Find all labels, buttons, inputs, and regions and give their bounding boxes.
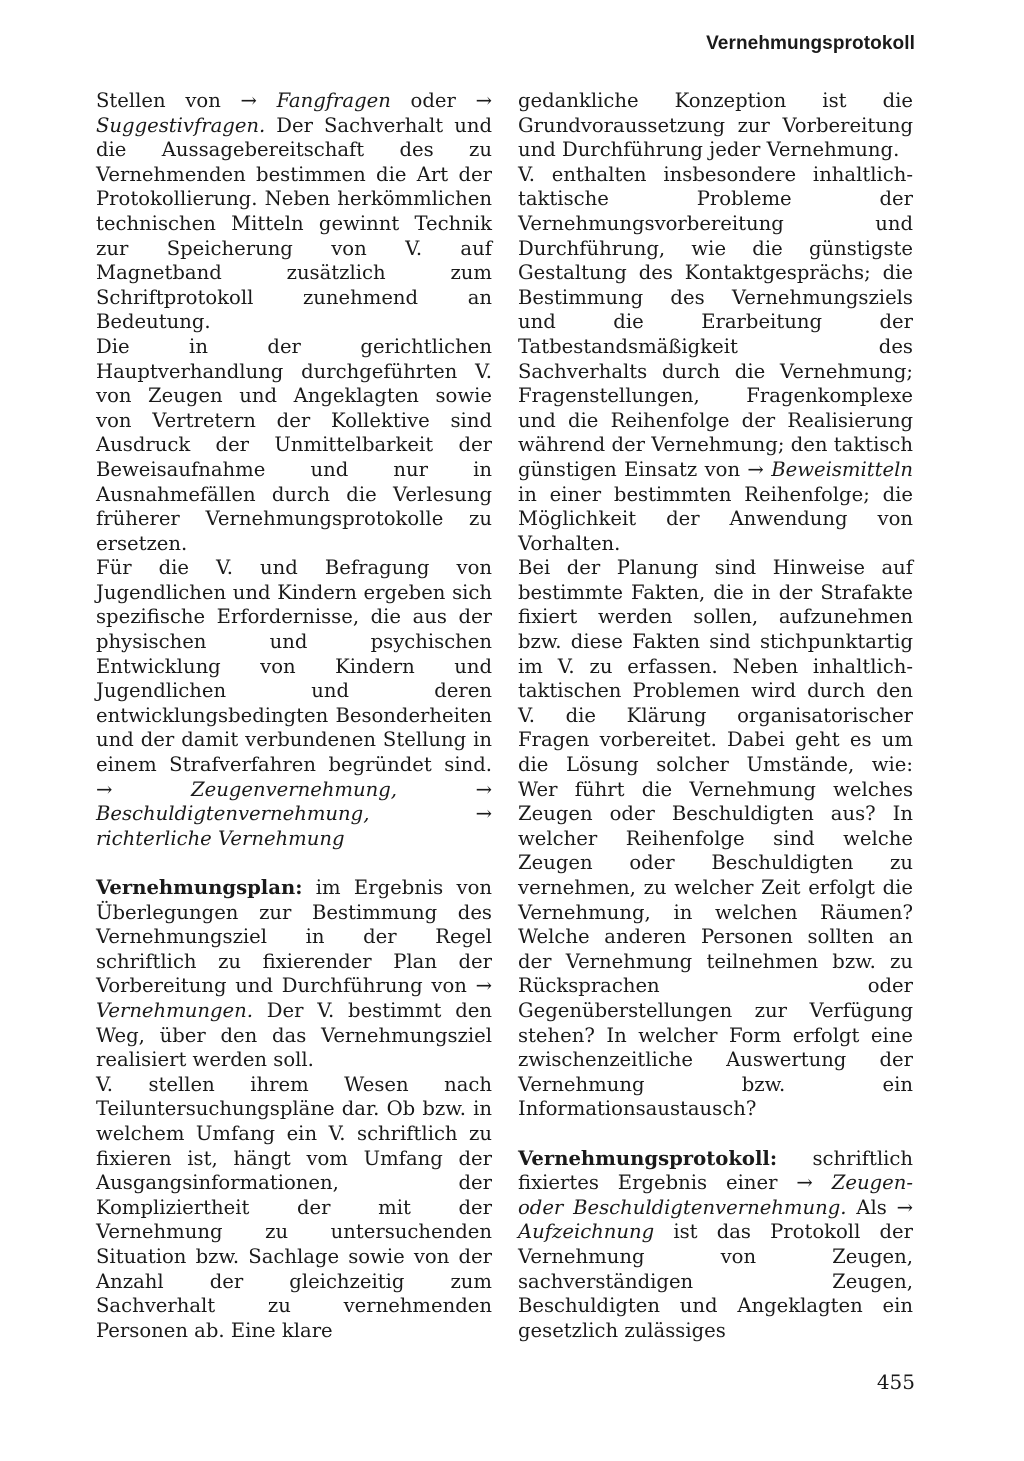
running-head: Vernehmungsprotokoll: [706, 33, 915, 54]
text: Der Sachverhalt und die Aussagebereitschaft des zu Vernehmenden bestimmen die Art der Protokollierung. Neben herkömmlichen technischen Mitteln gewinnt Technik zur Speicherung von V. auf Magnetband zusätzlich zum Schriftprotokoll zunehmend an Bedeutung.: [96, 113, 492, 334]
text: in einer bestimmten Reihenfolge; die Möglichkeit der Anwendung von Vorhalten.: [518, 482, 913, 555]
text: Der V. bestimmt den Weg, über den das Vernehmungsziel realisiert werden soll.: [96, 998, 492, 1072]
cross-reference: Fangfragen: [276, 89, 391, 112]
cross-reference: Zeugenvernehmung, → Beschuldigtenvernehmung, → richterliche Vernehmung: [96, 777, 492, 850]
paragraph: [518, 163, 913, 557]
text: V. enthalten insbesondere inhaltlich-taktische Probleme der Vernehmungsvorbereitung und Durchführung, wie die günstigste Gestaltung des Kontaktgesprächs; die Bestimmung des Vernehmungsziels und die Erarbeitung der Tatbestandsmäßigkeit des Sachverhalts durch die Vernehmung; Fragenstellungen, Fragenkomplexe und die Reihenfolge der Realisierung während der Vernehmung; den taktisch günstigen Einsatz von →: [518, 162, 913, 481]
text: oder →: [390, 89, 492, 112]
entry-term: Vernehmungsplan:: [96, 876, 303, 899]
entry-vernehmungsprotokoll: [518, 1147, 913, 1344]
cross-reference: Suggestivfragen.: [96, 113, 266, 137]
entry-term: Vernehmungsprotokoll:: [518, 1146, 778, 1170]
text: schriftlich fixiertes Ergebnis einer →: [518, 1146, 913, 1195]
paragraph: V. stellen ihrem Wesen nach Teiluntersuchungspläne dar. Ob bzw. in welchem Umfang ein V. schriftlich zu fixieren ist, hängt vom Umfang der Ausgangsinformationen, der Kompliziertheit der mit der Vernehmung zu untersuchenden Situation bzw. Sachlage sowie von der Anzahl der gleichzeitig zum Sachverhalt zu vernehmenden Personen ab. Eine klare: [96, 1072, 492, 1342]
paragraph: Die in der gerichtlichen Hauptverhandlung durchgeführten V. von Zeugen und Angeklagten sowie von Vertretern der Kollektive sind Ausdruck der Unmittelbarkeit der Beweisaufnahme und nur in Ausnahmefällen durch die Verlesung früherer Vernehmungsprotokolle zu ersetzen.: [96, 334, 492, 555]
entry-vernehmungsplan: [96, 876, 492, 1073]
paragraph: [96, 89, 492, 335]
right-column: [518, 89, 913, 1343]
paragraph: [96, 556, 492, 851]
text: im Ergebnis von Überlegungen zur Bestimmung des Vernehmungsziel in der Regel schriftlich zu fixierender Plan der Vorbereitung und Durchführung von →: [96, 876, 492, 998]
page-number: 455: [876, 1370, 915, 1394]
text: Stellen von →: [96, 89, 277, 112]
cross-reference: Aufzeichnung: [518, 1220, 655, 1244]
text: ist das Protokoll der Vernehmung von Zeugen, sachverständigen Zeugen, Beschuldigten und Angeklagten ein gesetzlich zulässiges: [518, 1220, 913, 1342]
left-column: [96, 89, 492, 1343]
paragraph: Bei der Planung sind Hinweise auf bestimmte Fakten, die in der Strafakte fixiert werden sollen, aufzunehmen bzw. diese Fakten sind stichpunktartig im V. zu erfassen. Neben inhaltlich-taktischen Problemen wird durch den V. die Klärung organisatorischer Fragen vorbereitet. Dabei geht es um die Lösung solcher Umstände, wie: Wer führt die Vernehmung welches Zeugen oder Beschuldigten aus? In welcher Reihenfolge sind welche Zeugen oder Beschuldigten zu vernehmen, zu welcher Zeit erfolgt die Vernehmung, in welchen Räumen? Welche anderen Personen sollten an der Vernehmung teilnehmen bzw. zu Rücksprachen oder Gegenüberstellungen zur Verfügung stehen? In welcher Form erfolgt eine zwischenzeitliche Auswertung der Vernehmung bzw. ein Informationsaustausch?: [518, 556, 913, 1121]
paragraph: gedankliche Konzeption ist die Grundvoraussetzung zur Vorbereitung und Durchführung jeder Vernehmung.: [518, 89, 913, 162]
text: Für die V. und Befragung von Jugendlichen und Kindern ergeben sich spezifische Erfordernisse, die aus der physischen und psychischen Entwicklung von Kindern und Jugendlichen und deren entwicklungsbedingten Besonderheiten und der damit verbundenen Stellung in einem Strafverfahren begründet sind. →: [96, 556, 492, 801]
cross-reference: Zeugen- oder Beschuldigtenvernehmung.: [518, 1171, 913, 1219]
cross-reference: Beweismitteln: [771, 457, 913, 481]
text: Als →: [846, 1195, 913, 1219]
cross-reference: Vernehmungen.: [96, 998, 253, 1022]
